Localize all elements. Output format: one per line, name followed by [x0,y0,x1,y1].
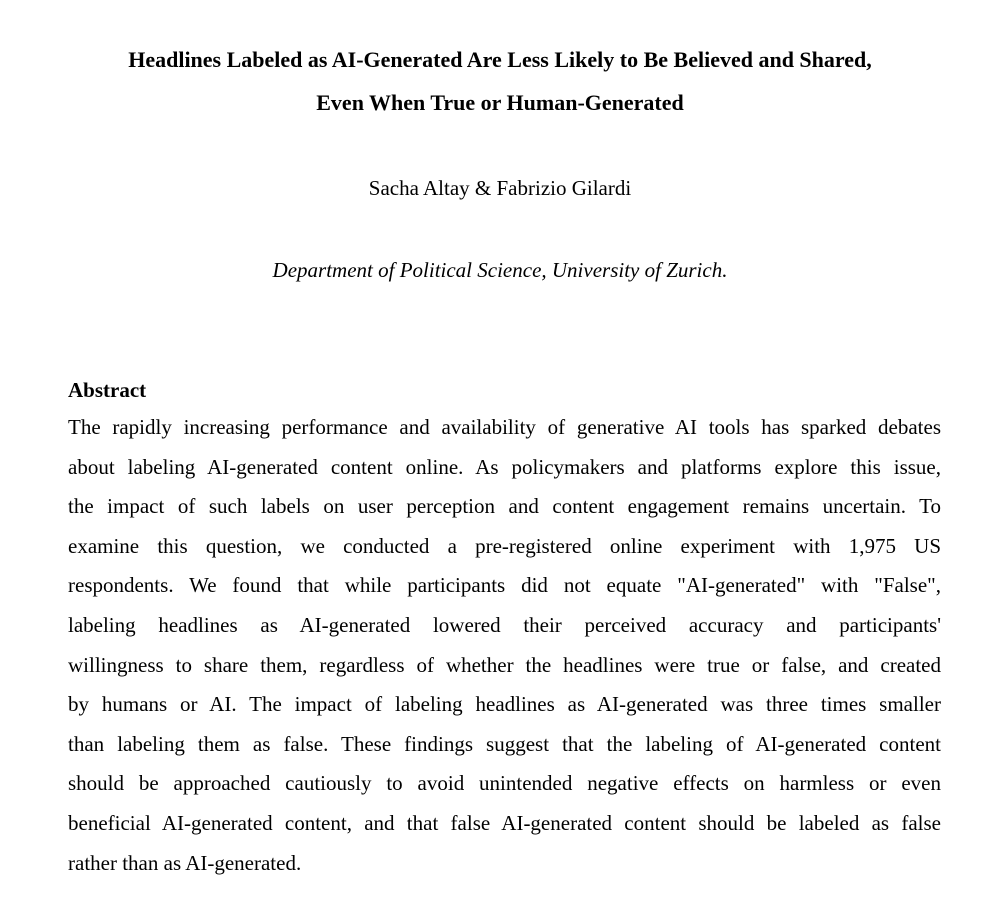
paper-affiliation: Department of Political Science, University of Zurich. [272,258,728,282]
abstract-line: beneficial AI-generated content, and that false AI-generated content should be labeled as false [68,810,941,835]
abstract-line: willingness to share them, regardless of whether the headlines were true or false, and created [68,652,941,677]
abstract-line: rather than as AI-generated. [68,850,302,875]
abstract-line: labeling headlines as AI-generated lowered their perceived accuracy and participants' [68,612,941,637]
paper-authors: Sacha Altay & Fabrizio Gilardi [368,176,632,200]
abstract-line: should be approached cautiously to avoid unintended negative effects on harmless or even [68,771,941,796]
abstract-line: about labeling AI-generated content online. As policymakers and platforms explore this issue, [68,454,941,479]
abstract-line: the impact of such labels on user perception and content engagement remains uncertain. To [68,494,941,519]
abstract-line: The rapidly increasing performance and availability of generative AI tools has sparked debates [68,415,941,439]
paper-title-line-1: Headlines Labeled as AI-Generated Are Less Likely to Be Believed and Shared, [128,47,872,72]
abstract-line: examine this question, we conducted a pre-registered online experiment with 1,975 US [68,533,941,558]
abstract-line: by humans or AI. The impact of labeling headlines as AI-generated was three times smaller [68,692,941,717]
abstract-line: than labeling them as false. These findings suggest that the labeling of AI-generated content [68,731,941,756]
paper-title-line-2: Even When True or Human-Generated [316,90,684,115]
abstract-line: respondents. We found that while participants did not equate "AI-generated" with "False", [68,573,941,598]
abstract-heading: Abstract [68,378,147,402]
abstract-body [68,408,941,883]
